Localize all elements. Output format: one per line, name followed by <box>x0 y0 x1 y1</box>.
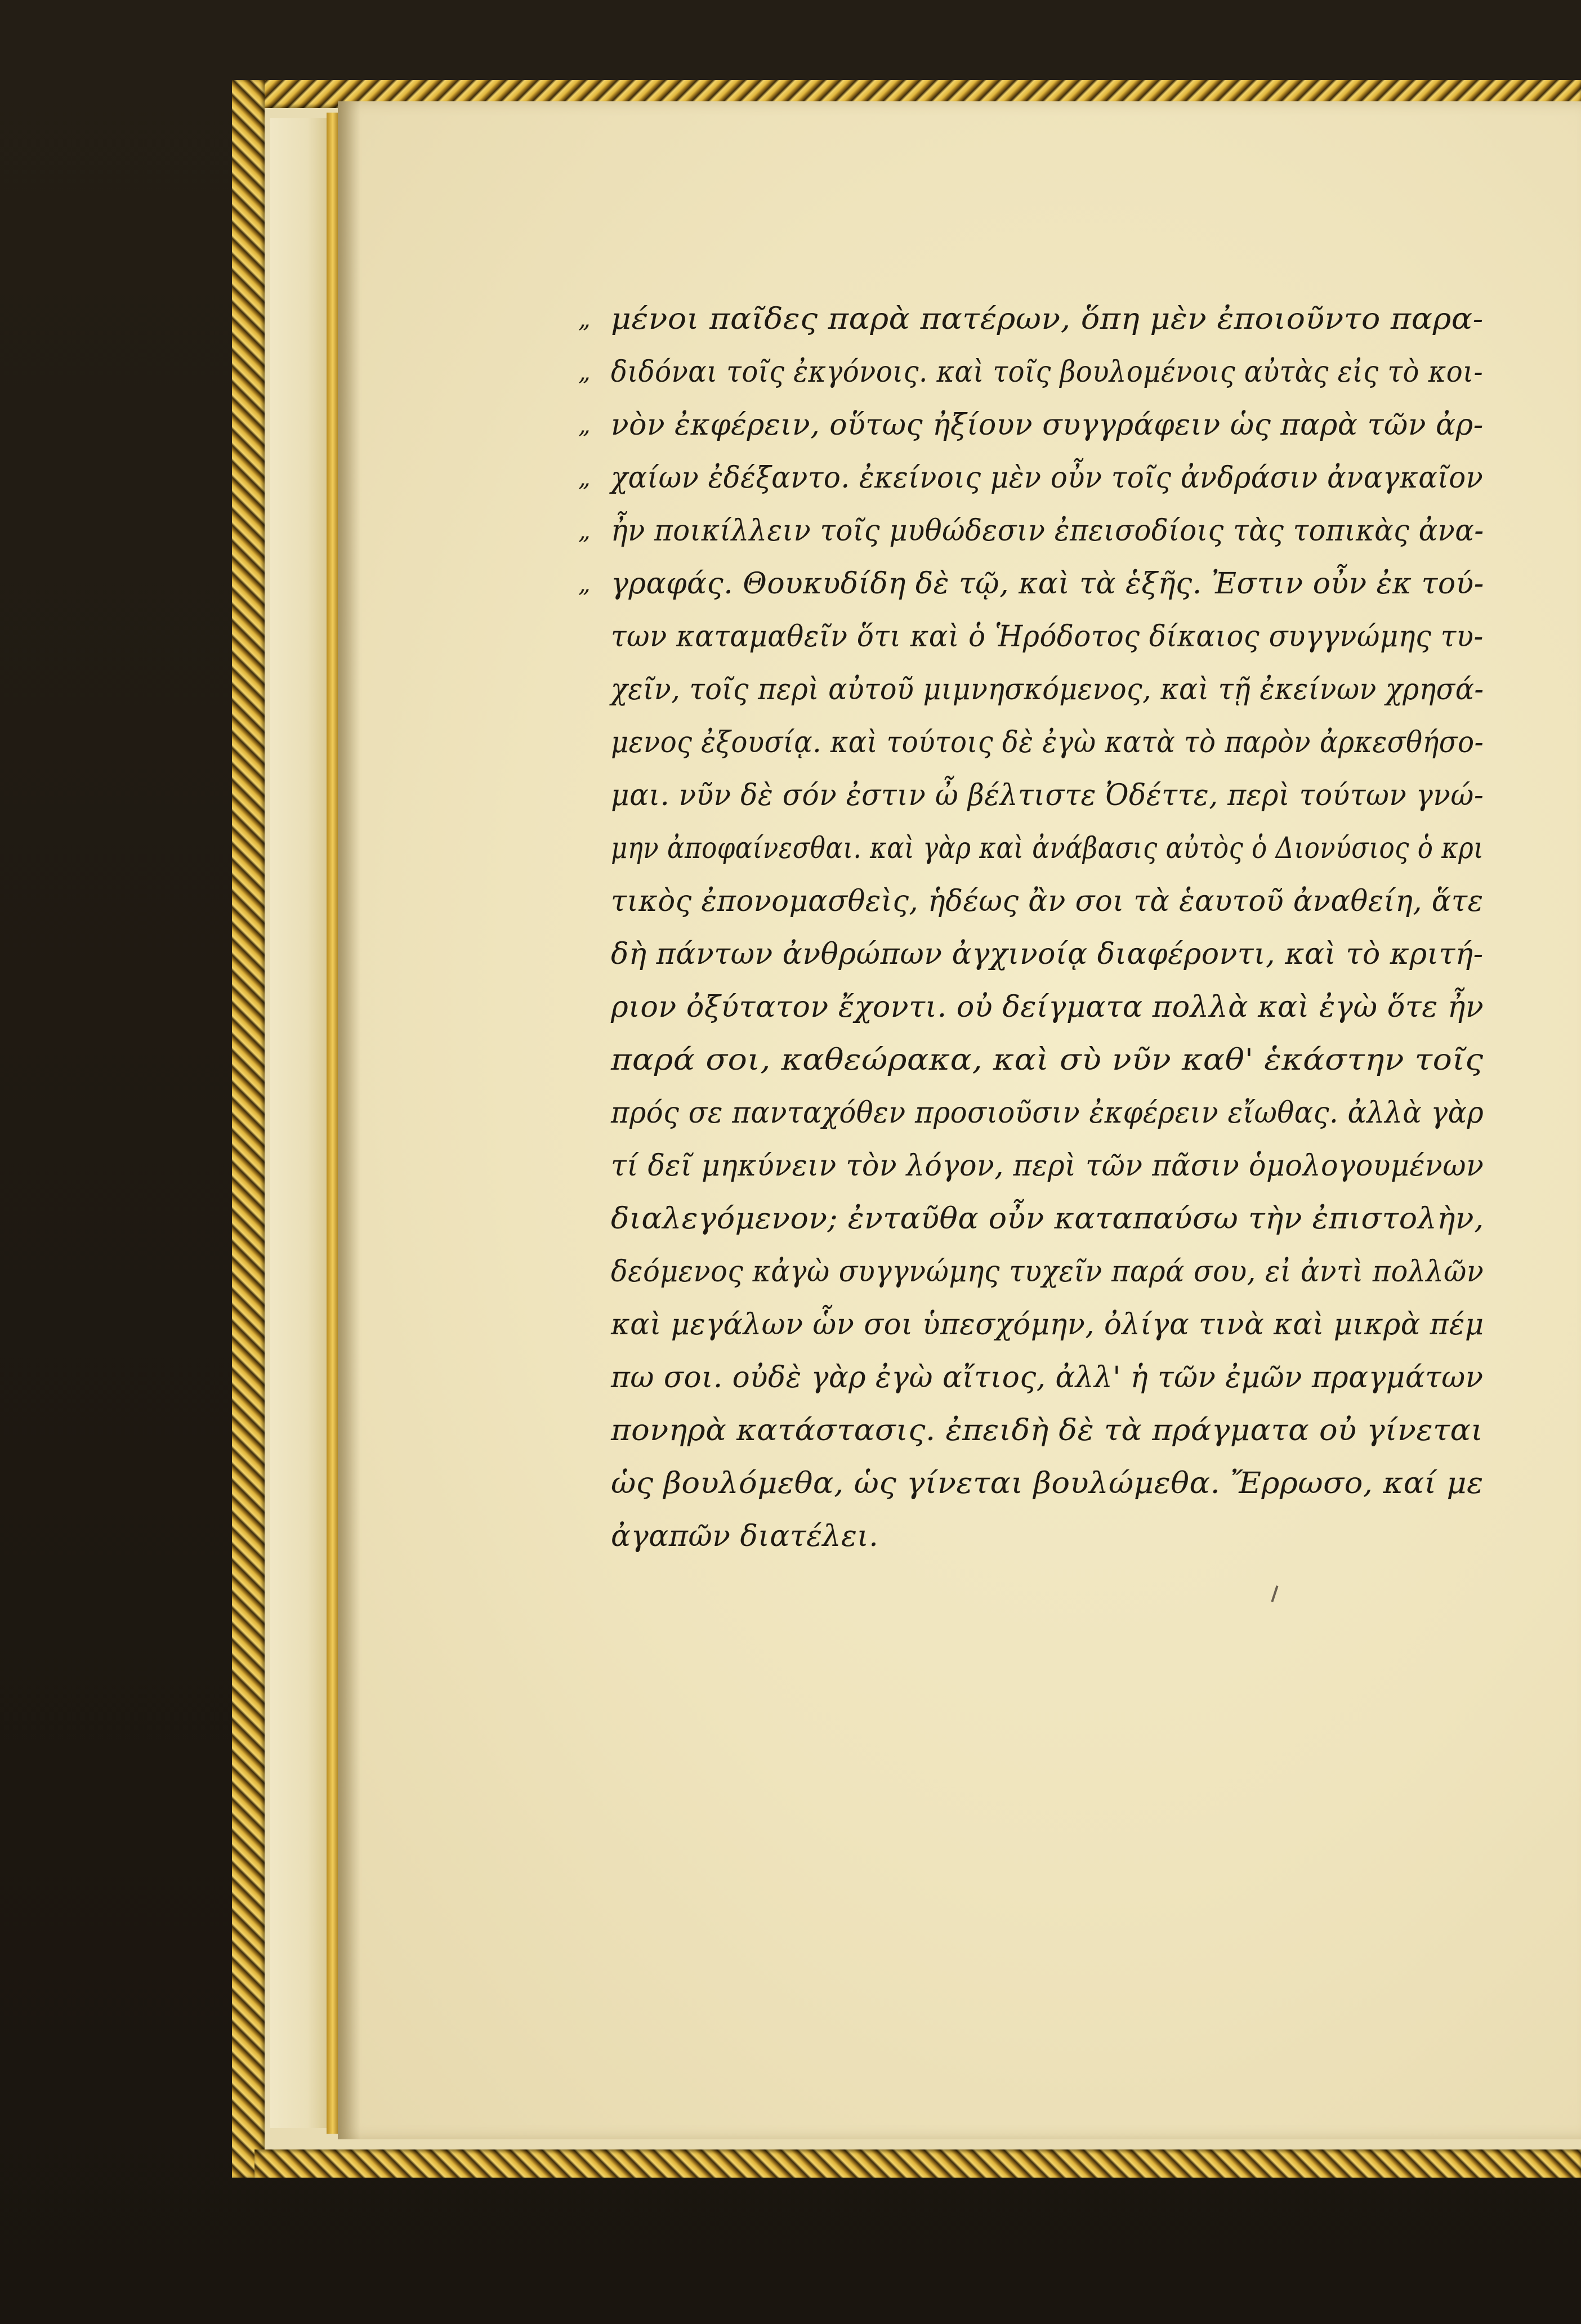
line-text: παρά σοι, καθεώρακα, καὶ σὺ νῦν καθ' ἑκάστην τοῖς <box>611 1043 1484 1077</box>
text-line <box>611 981 1484 1034</box>
text-line <box>578 293 1484 346</box>
line-text: διαλεγόμενον; ἐνταῦθα οὖν καταπαύσω τὴν ἐπιστολὴν, <box>611 1202 1484 1236</box>
line-text: των καταμαθεῖν ὅτι καὶ ὁ Ἡρόδοτος δίκαιος συγγνώμης τυ- <box>611 620 1484 654</box>
line-text: πω σοι. οὐδὲ γὰρ ἐγὼ αἴτιος, ἀλλ' ἡ τῶν ἐμῶν πραγμάτων <box>611 1361 1484 1395</box>
text-line <box>611 1404 1484 1457</box>
line-text: ριον ὀξύτατον ἔχοντι. οὐ δείγματα πολλὰ καὶ ἐγὼ ὅτε ἦν <box>611 990 1484 1024</box>
line-text: διδόναι τοῖς ἐκγόνοις. καὶ τοῖς βουλομένοις αὐτὰς εἰς τὸ κοι- <box>611 355 1484 389</box>
text-line <box>578 504 1484 557</box>
text-line <box>611 663 1484 716</box>
gilt-binding-bottom <box>254 2149 1581 2178</box>
quotation-mark: „ <box>578 517 591 544</box>
quotation-mark: „ <box>578 358 591 386</box>
text-line <box>611 1510 1484 1563</box>
text-line <box>611 769 1484 822</box>
line-text: δεόμενος κἀγὼ συγγνώμης τυχεῖν παρά σου, εἰ ἀντὶ πολλῶν <box>611 1255 1484 1289</box>
text-line <box>611 928 1484 981</box>
quotation-mark: „ <box>578 305 591 333</box>
line-text: πρός σε πανταχόθεν προσιοῦσιν ἐκφέρειν εἴωθας. ἀλλὰ γὰρ <box>611 1096 1484 1130</box>
text-line <box>578 346 1484 399</box>
text-line <box>578 557 1484 610</box>
text-line <box>611 1298 1484 1351</box>
line-text: τί δεῖ μηκύνειν τὸν λόγον, περὶ τῶν πᾶσιν ὁμολογουμένων <box>611 1149 1484 1183</box>
gutter-shadow <box>338 101 360 2139</box>
text-line <box>611 1139 1484 1192</box>
text-line <box>611 1351 1484 1404</box>
line-text: μένοι παῖδες παρὰ πατέρων, ὅπη μὲν ἐποιοῦντο παρα- <box>611 302 1484 336</box>
text-line <box>578 452 1484 504</box>
line-text: χαίων ἐδέξαντο. ἐκείνοις μὲν οὖν τοῖς ἀνδράσιν ἀναγκαῖον <box>611 461 1484 495</box>
line-text: μαι. νῦν δὲ σόν ἐστιν ὦ βέλτιστε Ὀδέττε, περὶ τούτων γνώ- <box>611 779 1484 812</box>
line-text: πονηρὰ κατάστασις. ἐπειδὴ δὲ τὰ πράγματα οὐ γίνεται <box>611 1414 1484 1447</box>
line-text: ὡς βουλόμεθα, ὡς γίνεται βουλώμεθα. Ἔρρωσο, καί με <box>611 1467 1484 1500</box>
line-text: ἀγαπῶν διατέλει. <box>611 1519 879 1553</box>
line-text: μενος ἐξουσίᾳ. καὶ τούτοις δὲ ἐγὼ κατὰ τὸ παρὸν ἀρκεσθήσο- <box>611 726 1484 759</box>
text-line <box>611 875 1484 928</box>
text-line <box>611 1087 1484 1139</box>
line-text: νὸν ἐκφέρειν, οὕτως ἠξίουν συγγράφειν ὡς παρὰ τῶν ἀρ- <box>611 408 1484 442</box>
gilded-page-edge <box>327 113 339 2134</box>
line-text: ἦν ποικίλλειν τοῖς μυθώδεσιν ἐπεισοδίοις τὰς τοπικὰς ἀνα- <box>611 514 1484 548</box>
text-line <box>611 716 1484 769</box>
line-text: καὶ μεγάλων ὧν σοι ὑπεσχόμην, ὀλίγα τινὰ καὶ μικρὰ πέμ <box>611 1308 1484 1342</box>
text-line <box>611 1034 1484 1087</box>
line-text: τικὸς ἐπονομασθεὶς, ἡδέως ἂν σοι τὰ ἑαυτοῦ ἀναθείη, ἅτε <box>611 884 1484 918</box>
page-edges <box>270 118 334 2128</box>
line-text: δὴ πάντων ἀνθρώπων ἀγχινοίᾳ διαφέροντι, καὶ τὸ κριτή- <box>611 937 1484 971</box>
quotation-mark: „ <box>578 411 591 439</box>
gilt-binding-left <box>232 80 265 2178</box>
line-text: γραφάς. Θουκυδίδη δὲ τῷ, καὶ τὰ ἑξῆς. Ἐστιν οὖν ἐκ τού- <box>611 567 1484 601</box>
line-text: χεῖν, τοῖς περὶ αὐτοῦ μιμνησκόμενος, καὶ τῇ ἐκείνων χρησά- <box>611 673 1484 707</box>
text-line <box>611 1457 1484 1510</box>
greek-text-block <box>578 293 1484 1563</box>
text-line <box>578 399 1484 452</box>
quotation-mark: „ <box>578 464 591 491</box>
quotation-mark: „ <box>578 570 591 597</box>
line-text: μην ἀποφαίνεσθαι. καὶ γὰρ καὶ ἀνάβασις αὐτὸς ὁ Διονύσιος ὁ κρι <box>611 832 1484 865</box>
text-line <box>611 1192 1484 1245</box>
text-line <box>611 1245 1484 1298</box>
text-line <box>611 822 1484 875</box>
text-line <box>611 610 1484 663</box>
